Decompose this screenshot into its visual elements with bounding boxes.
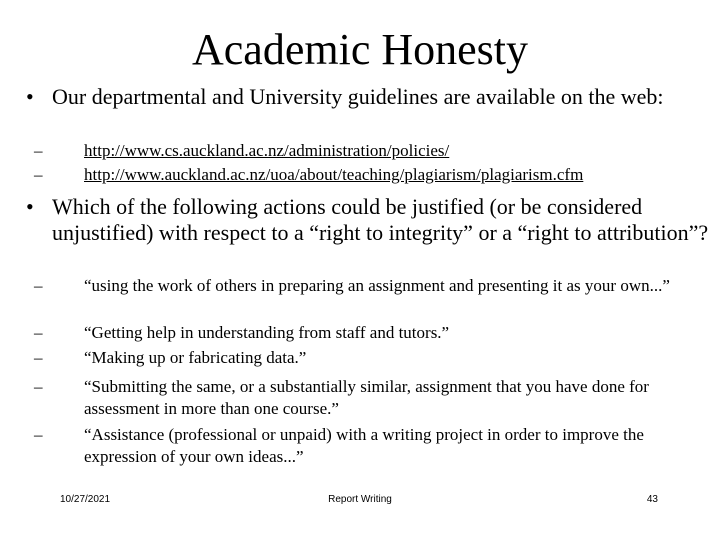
footer-page-number: 43 [646,494,658,505]
plagiarism-link[interactable]: http://www.auckland.ac.nz/uoa/about/teaching/plagiarism/plagiarism.cfm [84,165,584,184]
bullet-guidelines [20,84,710,110]
bullet-text: Which of the following actions could be justified (or be considered unjustified) with respect to a “right to integrity” or a “right to attribution”? [52,194,709,245]
dash-marker: – [34,348,43,367]
dash-marker: – [34,425,43,444]
footer-title: Report Writing [328,494,392,505]
sub-item-link-plagiarism [34,164,684,186]
sub-item-text: “Submitting the same, or a substantially similar, assignment that you have done for assessment in more than one course.” [84,377,649,418]
dash-marker: – [34,141,43,160]
dash-marker: – [34,323,43,342]
bullet-marker: • [26,194,34,219]
dash-marker: – [34,165,43,184]
policies-link[interactable]: http://www.cs.auckland.ac.nz/administration/policies/ [84,141,450,160]
dash-marker: – [34,276,43,295]
sub-item [34,322,684,344]
bullet-text: Our departmental and University guidelines are available on the web: [52,84,664,109]
sub-item-text: “Assistance (professional or unpaid) with a writing project in order to improve the expression of your own ideas...” [84,425,644,466]
bullet-marker: • [26,84,34,109]
sub-item-text: “Getting help in understanding from staff and tutors.” [84,323,450,342]
sub-item [34,347,684,369]
sub-item-text: “using the work of others in preparing an assignment and presenting it as your own...” [84,276,670,295]
sub-item-link-policies [34,140,684,162]
bullet-question [20,194,710,246]
sub-item [34,424,684,468]
sub-item [34,376,684,420]
dash-marker: – [34,377,43,396]
sub-item [34,275,684,297]
footer-date: 10/27/2021 [60,494,111,505]
slide-title: Academic Honesty [192,25,528,74]
sub-item-text: “Making up or fabricating data.” [84,348,307,367]
